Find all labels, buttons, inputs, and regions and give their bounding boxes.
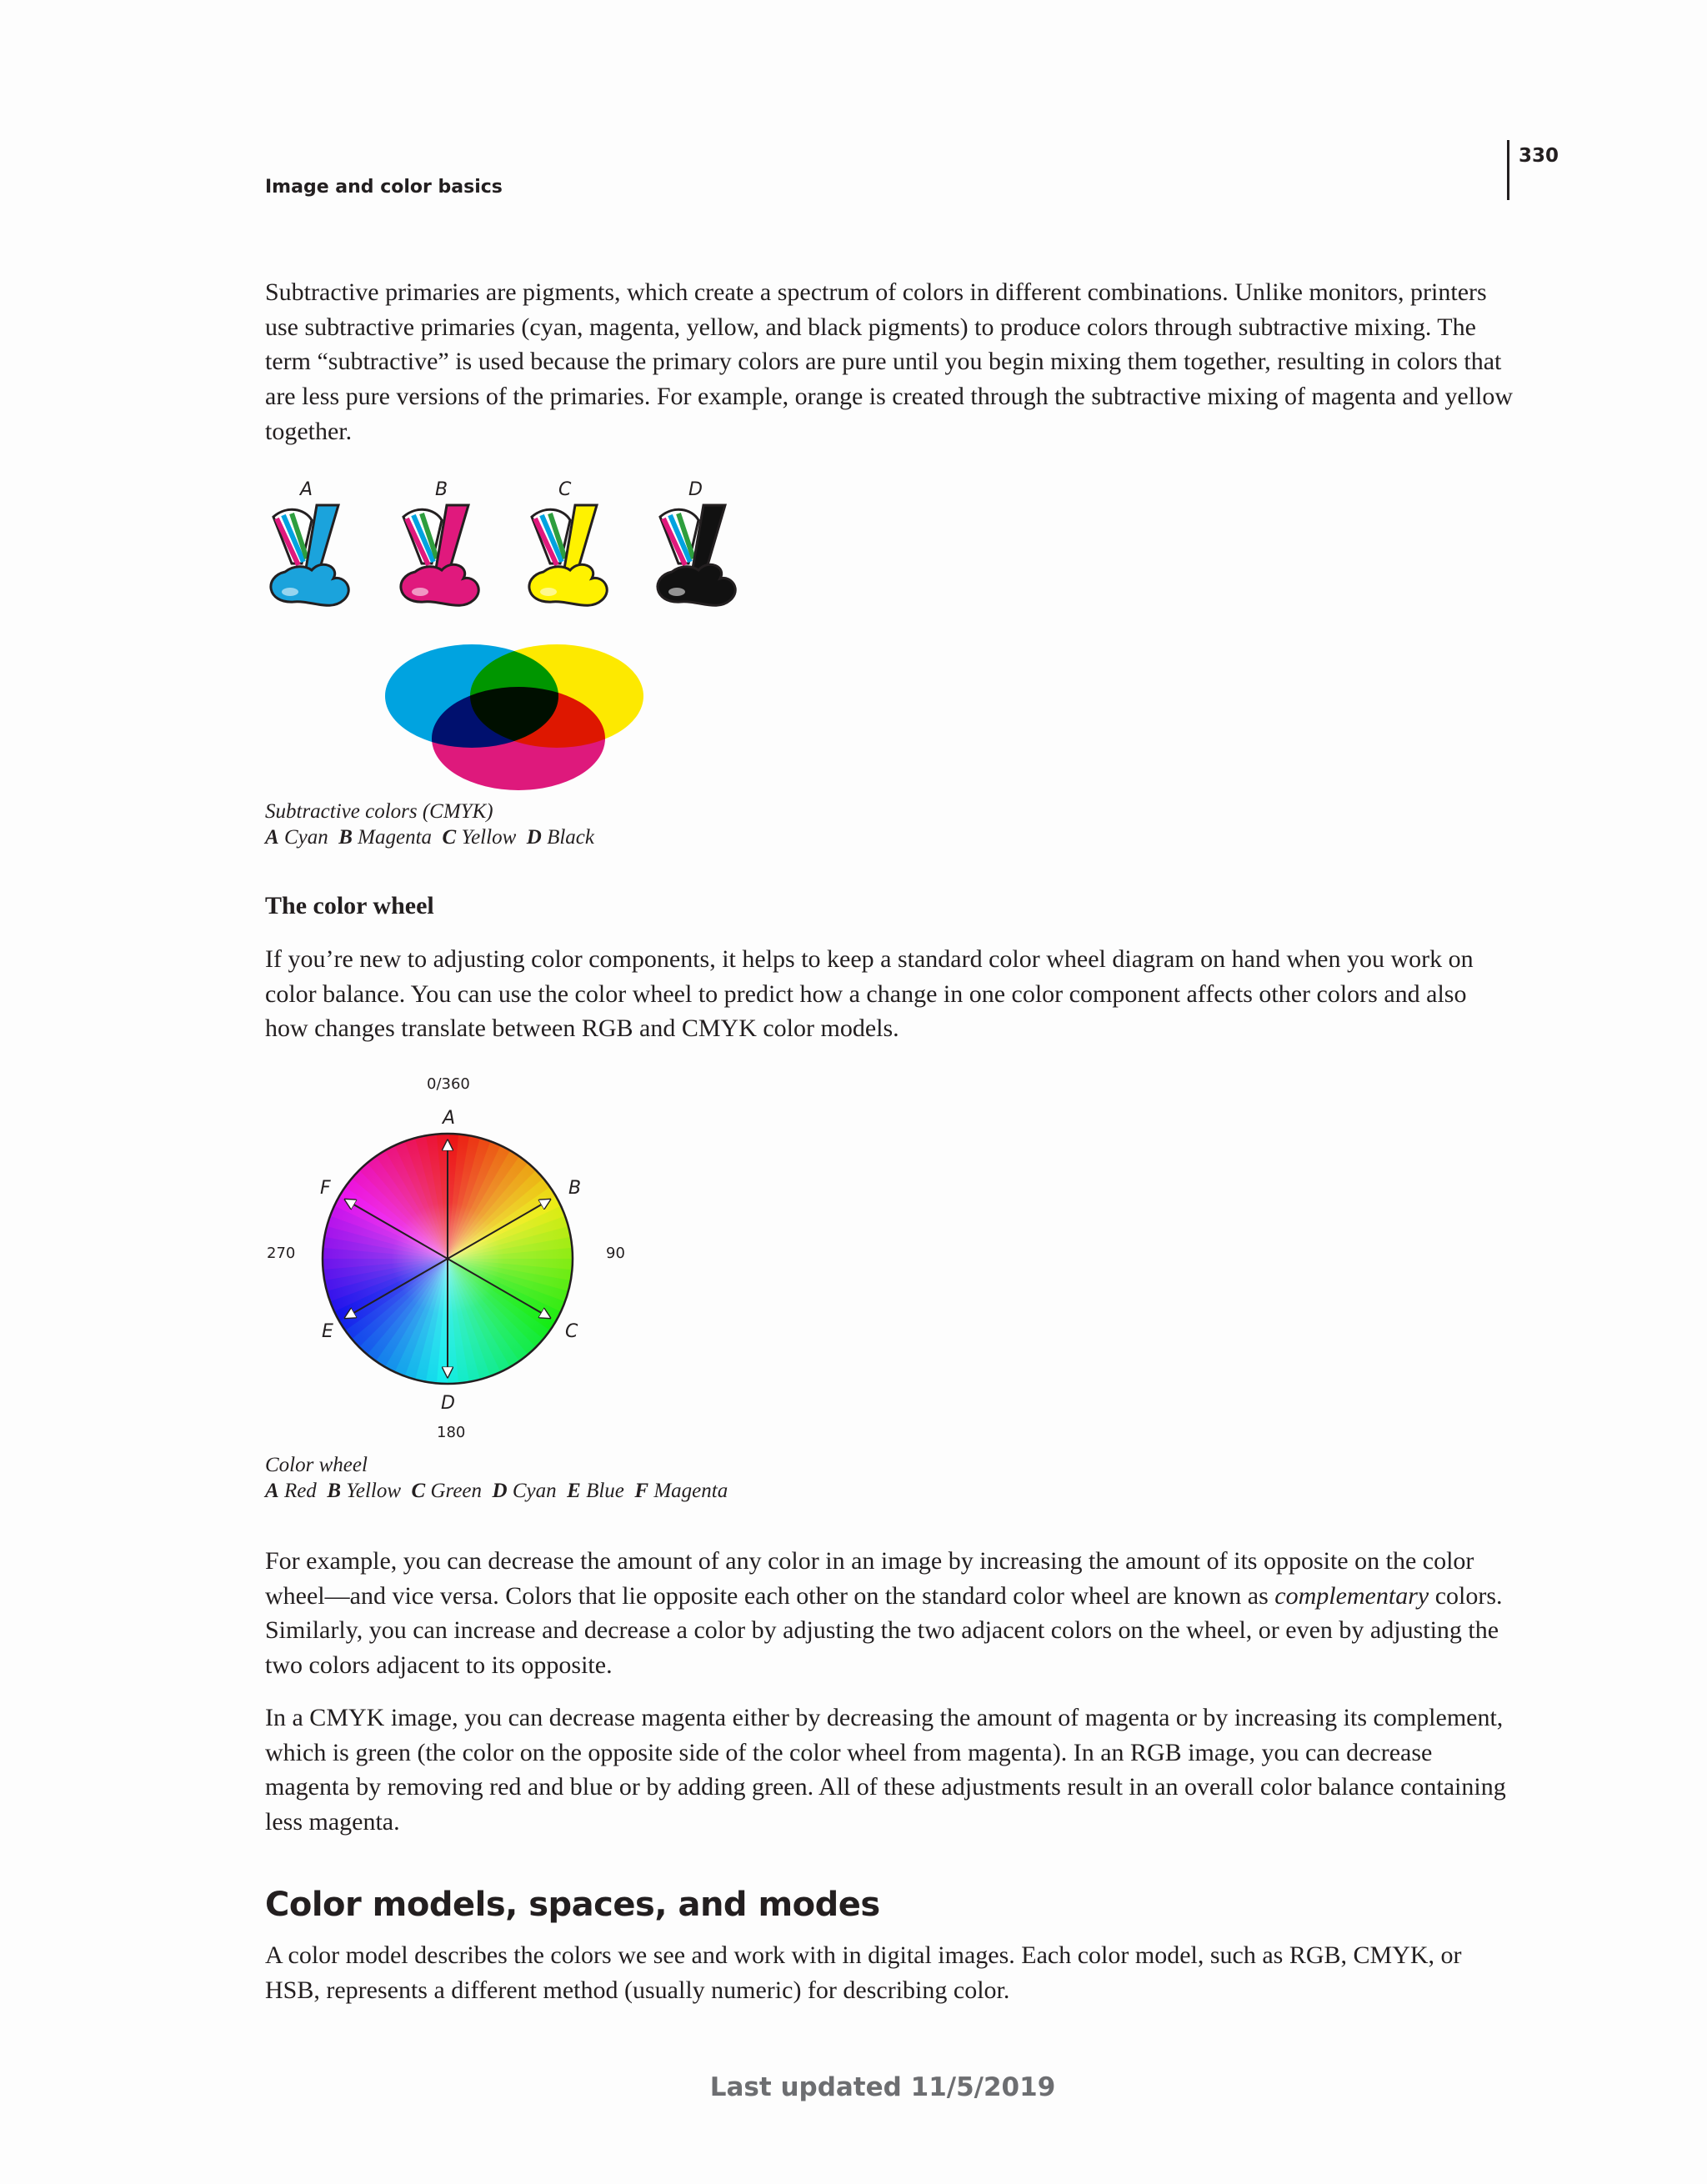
paragraph-subtractive-primaries: Subtractive primaries are pigments, which create a spectrum of colors in different combinations. Unlike monitors, printers use subtractive primaries (cyan, magenta, yellow, and black pigments) to produce colors through subtractive mixing. The term “subtractive” is used because the primary colors are pure until you begin mixing them together, resulting in colors that are less pure versions of the primaries. For example, orange is created through the subtractive mixing of magenta and yellow together. [265, 278, 1514, 445]
p3-text-end: colors. Similarly, you can increase and decrease a color by adjusting the two adjacent colors on the wheel, or even by adjusting the two colors adjacent to its opposite. [265, 1581, 1503, 1680]
caption-item: Green [430, 1480, 483, 1502]
caption-key: E [567, 1480, 581, 1502]
wheel-label-e: E [322, 1321, 333, 1342]
cmyk-label-c: C [558, 479, 572, 500]
cmyk-label-d: D [688, 479, 703, 500]
subhead-color-wheel: The color wheel [265, 892, 434, 919]
caption-key: B [327, 1480, 341, 1502]
caption-item: Black [547, 826, 594, 849]
paint-cyan-icon [271, 505, 348, 605]
caption-key: A [265, 1480, 279, 1502]
wheel-label-c: C [565, 1321, 578, 1342]
paragraph-color-wheel-intro: If you’re new to adjusting color components, it helps to keep a standard color wheel diagram on hand when you work on color balance. You can use the color wheel to predict how a change in one color component affects other colors and also how changes translate between RGB and CMYK color models. [265, 945, 1474, 1043]
caption-cmyk-title: Subtractive colors (CMYK) [265, 800, 493, 823]
magenta-circle [432, 687, 605, 790]
caption-key: F [634, 1480, 649, 1502]
wheel-label-a: A [443, 1108, 456, 1129]
caption-item: Magenta [653, 1480, 728, 1502]
wheel-label-d: D [441, 1393, 455, 1414]
paragraph-complementary [265, 1544, 1515, 1683]
p3-text-start: For example, you can decrease the amount of any color in an image by increasing the amount of its opposite on the color wheel—and vice versa. Colors that lie opposite each other on the standard color wheel are known as [265, 1547, 1474, 1610]
footer-last-updated: Last updated 11/5/2019 [709, 2072, 1056, 2102]
wheel-degree-right: 90 [606, 1245, 625, 1262]
page-number: 330 [1519, 145, 1559, 167]
wheel-degree-top: 0/360 [427, 1075, 470, 1093]
section-heading: Color models, spaces, and modes [265, 1886, 880, 1924]
paragraph-color-model: A color model describes the colors we see and work with in digital images. Each color model, such as RGB, CMYK, or HSB, represents a different method (usually numeric) for describing color. [265, 1941, 1462, 2004]
caption-item: Magenta [358, 826, 433, 849]
caption-item: Red [283, 1480, 317, 1502]
paragraph-cmyk-magenta: In a CMYK image, you can decrease magenta either by decreasing the amount of magenta or by increasing its complement, which is green (the color on the opposite side of the color wheel from magenta). In an RGB image, you can decrease magenta by removing red and blue or by adding green. All of these adjustments result in an overall color balance containing less magenta. [265, 1704, 1506, 1836]
color-wheel [310, 1121, 585, 1396]
caption-item: Cyan [283, 826, 328, 849]
caption-item: Cyan [512, 1480, 557, 1502]
p3-emphasis: complementary [1274, 1581, 1429, 1610]
cmyk-label-b: B [435, 479, 448, 500]
running-head: Image and color basics [265, 177, 503, 198]
caption-key: D [492, 1480, 508, 1502]
wheel-label-f: F [320, 1178, 331, 1199]
caption-cmyk [265, 799, 1099, 850]
wheel-label-b: B [568, 1178, 582, 1199]
paint-magenta-icon [401, 505, 478, 605]
caption-item: Yellow [346, 1480, 402, 1502]
wheel-degree-left: 270 [267, 1245, 296, 1262]
cmyk-label-a: A [300, 479, 313, 500]
caption-key: D [526, 826, 542, 849]
caption-color-wheel [265, 1452, 1099, 1504]
paint-black-icon [658, 505, 735, 605]
caption-wheel-title: Color wheel [265, 1454, 368, 1476]
caption-key: A [265, 826, 279, 849]
cmy-overlap-circles [385, 644, 643, 790]
caption-item: Yellow [461, 826, 517, 849]
caption-item: Blue [586, 1480, 624, 1502]
wheel-degree-bottom: 180 [437, 1424, 466, 1441]
caption-key: C [442, 826, 457, 849]
paint-yellow-icon [529, 505, 607, 605]
caption-key: B [338, 826, 353, 849]
caption-key: C [411, 1480, 426, 1502]
